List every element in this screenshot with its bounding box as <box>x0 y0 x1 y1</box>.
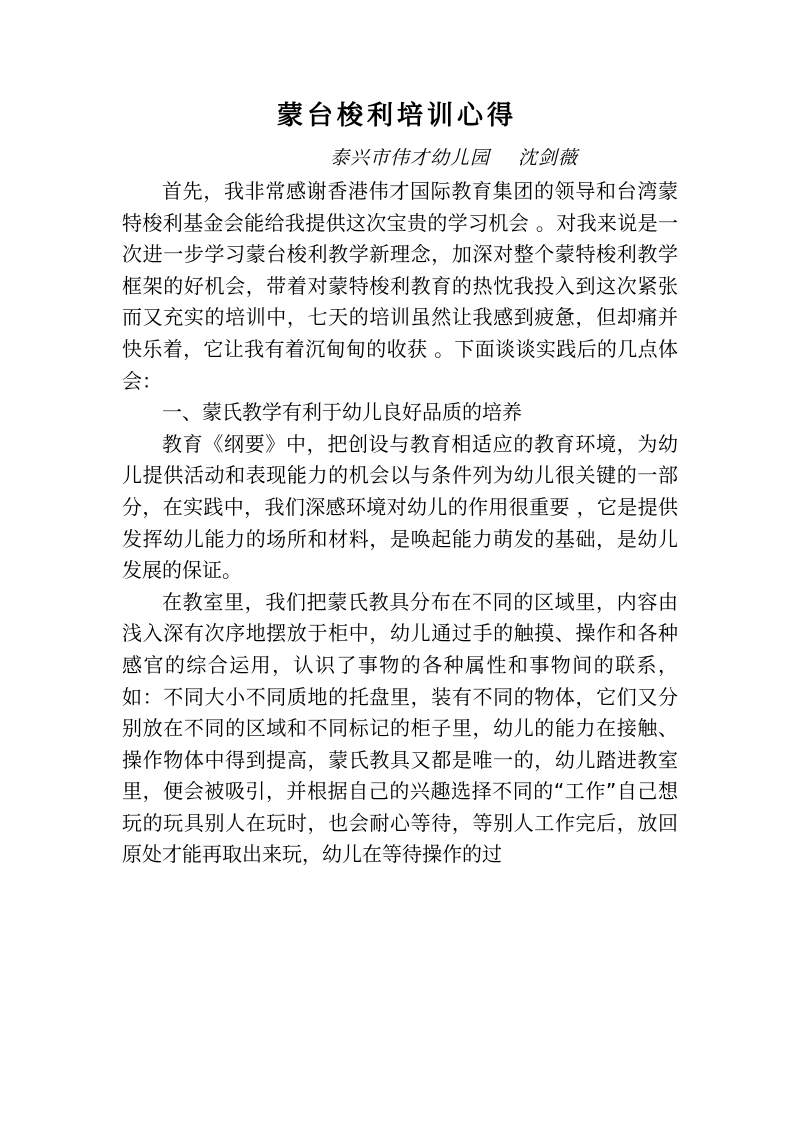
byline <box>330 143 578 173</box>
paragraph-classroom: 在教室里，我们把蒙氏教具分布在不同的区域里，内容由浅入深有次序地摆放于柜中，幼儿通过手的触摸、操作和各种感官的综合运用，认识了事物的各种属性和事物间的联系，如：不同大小不同质地的托盘里，装有不同的物体，它们又分别放在不同的区域和不同标记的柜子里，幼儿的能力在接触、操作物体中得到提高，蒙氏教具又都是唯一的，幼儿踏进教室里，便会被吸引，并根据自己的兴趣选择不同的“工作”自己想玩的玩具别人在玩时，也会耐心等待，等别人工作完后，放回原处才能再取出来玩，幼儿在等待操作的过 <box>122 589 678 867</box>
document-body <box>122 176 678 871</box>
byline-author: 沈剑薇 <box>518 147 579 169</box>
paragraph-intro: 首先，我非常感谢香港伟才国际教育集团的领导和台湾蒙特梭利基金会能给我提供这次宝贵的学习机会 。对我来说是一次进一步学习蒙台梭利教学新理念，加深对整个蒙特梭利教学框架的好机会，带着对蒙特梭利教育的热忱我投入到这次紧张而又充实的培训中，七天的培训虽然让我感到疲惫，但却痛并快乐着，它让我有着沉甸甸的收获 。下面谈谈实践后的几点体会： <box>122 179 678 393</box>
byline-school: 泰兴市伟才幼儿园 <box>330 147 491 169</box>
section-heading-1: 一、蒙氏教学有利于幼儿良好品质的培养 <box>162 400 522 425</box>
paragraph-environment: 教育《纲要》中，把创设与教育相适应的教育环境，为幼儿提供活动和表现能力的机会以与条件列为幼儿很关键的一部分，在实践中，我们深感环境对幼儿的作用很重要 ，它是提供发挥幼儿能力的场所和材料，是唤起能力萌发的基础，是幼儿发展的保证。 <box>122 431 678 583</box>
document-title: 蒙台梭利培训心得 <box>276 101 517 131</box>
